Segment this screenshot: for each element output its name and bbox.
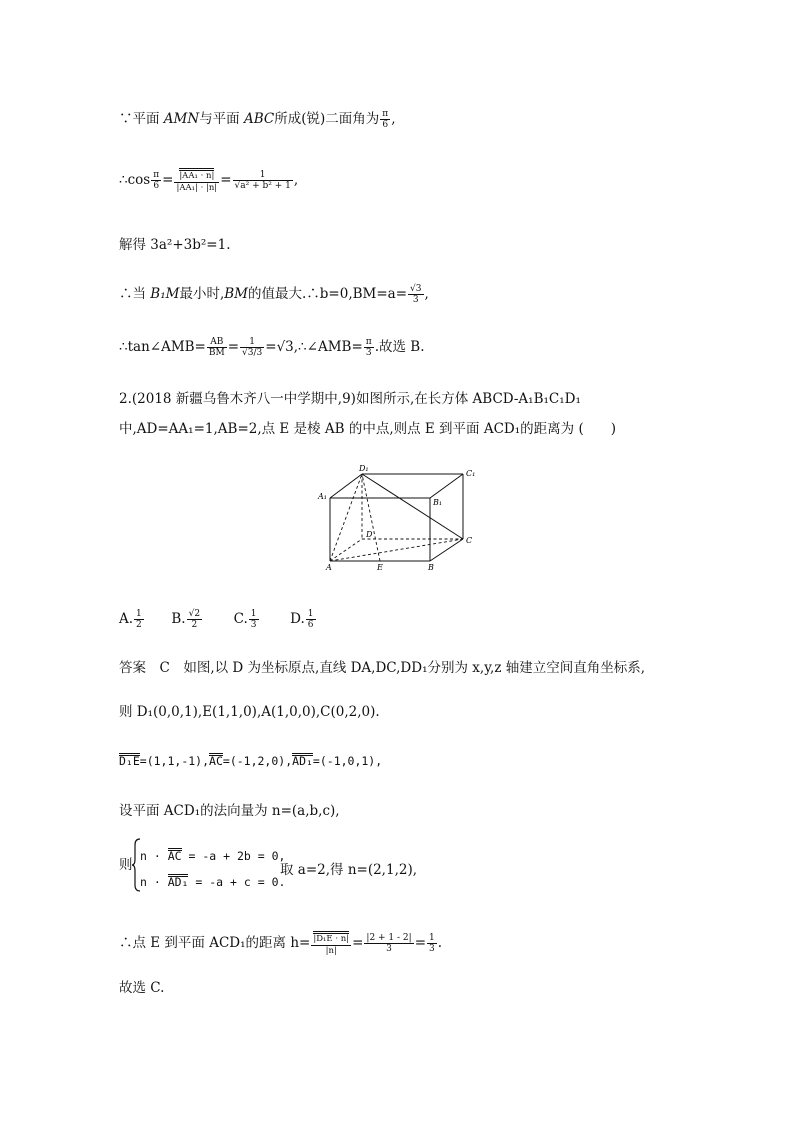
label-a: A [326, 563, 332, 572]
text-fragment: n · [140, 875, 168, 889]
text-fragment: = [352, 935, 364, 951]
vector-ac: AC [167, 849, 182, 863]
text-fragment: ∴点 E 到平面 ACD₁的距离 h= [119, 935, 311, 951]
option-d-label: D. [290, 611, 305, 627]
fraction-denominator: |n| [325, 946, 337, 956]
fraction-one-over-root [233, 170, 293, 191]
label-b: B [428, 563, 434, 572]
fraction-pi-over-3 [364, 337, 374, 358]
text-fragment: = -a + 2b = 0, [181, 849, 286, 863]
segment-name: B₁M [150, 286, 180, 302]
text-fragment: = [414, 935, 426, 951]
answer-line-setup: 答案 C 如图,以 D 为坐标原点,直线 DA,DC,DD₁分别为 x,y,z 轴建立空间直角坐标系, [119, 660, 646, 676]
text-fragment: ∴cos [119, 172, 151, 188]
fraction-numerator: AB [207, 337, 227, 348]
fraction-distance-value [364, 933, 413, 954]
fraction-numerator: π [382, 109, 389, 119]
text-fragment: ∵平面 [119, 111, 164, 127]
option-d-fraction [306, 609, 316, 630]
label-b1: B₁ [433, 498, 443, 507]
label-a1: A₁ [318, 492, 327, 501]
fraction-numerator: 1 [240, 337, 264, 348]
text-fragment: ∴当 [119, 286, 151, 302]
text-line-tangent [119, 337, 424, 358]
text-fragment: = -a + c = 0. [188, 875, 286, 889]
text-fragment: 最小时, [179, 286, 225, 302]
fraction-denominator: 6 [382, 120, 389, 130]
text-fragment: , [391, 111, 396, 127]
text-line-solve: 解得 3a²+3b²=1. [119, 237, 231, 253]
fraction-dot-over-norms [174, 168, 219, 193]
label-c1: C₁ [466, 469, 476, 478]
fraction-numerator: |2 + 1 - 2| [366, 933, 412, 943]
fraction-denominator: 3 [429, 944, 435, 954]
plane-name: AMN [163, 111, 200, 127]
fraction-root3-over-3 [408, 284, 423, 305]
vector-expression: |D₁E · n| [313, 931, 349, 945]
vector-ad1: AD₁ [167, 875, 189, 889]
fraction-denominator: 3 [386, 944, 392, 954]
system-row-2 [140, 873, 285, 891]
fraction-numerator: 1 [136, 609, 142, 619]
text-fragment: =√3,∴∠AMB= [265, 339, 363, 355]
answer-line-coordinates: 则 D₁(0,0,1),E(1,1,0),A(1,0,0),C(0,2,0). [119, 704, 380, 720]
fraction-denominator: 2 [136, 620, 142, 630]
text-fragment: n · [140, 849, 168, 863]
vector-value: =(-1,2,0), [222, 754, 293, 768]
fraction-denominator: |AA₁| · |n| [176, 183, 218, 193]
option-c-fraction [249, 609, 259, 630]
answer-options [119, 609, 317, 630]
fraction-numerator: √2 [188, 609, 201, 619]
fraction-one-over-root3-3 [240, 337, 264, 358]
cuboid-figure [312, 462, 482, 574]
fraction-denominator: √a² + b² + 1 [234, 181, 291, 191]
fraction-distance-formula [311, 931, 351, 956]
fraction-one-third [427, 933, 437, 954]
vector-value: =(1,1,-1), [139, 754, 210, 768]
fraction-numerator: 1 [429, 933, 435, 943]
label-e: E [377, 563, 383, 572]
fraction-denominator: 3 [365, 348, 372, 358]
fraction-numerator: √3 [410, 284, 422, 294]
text-fragment: = [162, 172, 174, 188]
fraction-denominator: 3 [412, 295, 419, 305]
answer-line-normal: 设平面 ACD₁的法向量为 n=(a,b,c), [119, 803, 340, 819]
answer-line-final: 故选 C. [119, 980, 165, 996]
answer-line-vectors [119, 752, 382, 770]
label-d: D [366, 530, 373, 539]
text-fragment: = [227, 339, 240, 355]
text-fragment: 与平面 [199, 111, 244, 127]
text-fragment: ∴tan∠AMB= [119, 339, 206, 355]
vector-ad1: AD₁ [292, 754, 313, 768]
fraction-denominator: 6 [307, 620, 314, 630]
fraction-numerator: 1 [233, 170, 293, 181]
fraction-numerator [174, 168, 219, 183]
text-fragment: . [437, 935, 443, 951]
text-line-bm-max [119, 284, 429, 305]
text-fragment: 的值最大.∴b=0,BM=a= [248, 286, 408, 302]
answer-line-distance [119, 931, 442, 956]
segment-ad1 [330, 474, 362, 561]
option-a-fraction [134, 609, 144, 630]
fraction-denominator: 2 [191, 620, 198, 630]
fraction-denominator: √3/3 [242, 348, 263, 358]
fraction-numerator: 1 [307, 609, 314, 619]
edge-ad-hidden [330, 539, 362, 561]
text-line-cosine-equation [119, 168, 298, 193]
text-fragment: 所成(锐)二面角为 [274, 111, 380, 127]
label-d1: D₁ [359, 464, 369, 473]
text-fragment: , [293, 172, 299, 188]
fraction-numerator: π [153, 170, 160, 180]
segment-name: BM [224, 286, 248, 302]
segment-d1c [362, 474, 463, 539]
text-fragment: .故选 B. [374, 339, 425, 355]
edge-b1c1 [430, 474, 463, 498]
text-fragment: = [220, 172, 232, 188]
vector-d1e: D₁E [119, 754, 140, 768]
fraction-pi-over-6 [151, 170, 161, 191]
option-b-label: B. [171, 611, 186, 627]
text-fragment: , [424, 286, 429, 302]
fraction-denominator: 3 [250, 620, 257, 630]
system-row-1 [140, 847, 285, 865]
option-c-label: C. [233, 611, 248, 627]
system-then: 则 [119, 857, 133, 873]
question-line-2: 中,AD=AA₁=1,AB=2,点 E 是棱 AB 的中点,则点 E 到平面 ACD₁的距离为 ( ) [119, 421, 616, 437]
question-line-1: 2.(2018 新疆乌鲁木齐八一中学期中,9)如图所示,在长方体 ABCD-A₁B₁C₁D₁ [119, 391, 581, 407]
fraction-numerator: 1 [250, 609, 257, 619]
fraction-denominator: 6 [153, 181, 160, 191]
edge-bc [430, 539, 463, 561]
fraction-pi-over-6 [380, 109, 390, 130]
fraction-numerator: π [365, 337, 372, 347]
vector-expression: |AA₁ · n| [179, 168, 214, 182]
option-a-label: A. [119, 611, 134, 627]
vector-ac: AC [209, 754, 223, 768]
label-c: C [466, 536, 473, 545]
plane-name: ABC [243, 111, 275, 127]
fraction-ab-over-bm [207, 337, 227, 358]
fraction-denominator: BM [208, 348, 225, 358]
vector-value: =(-1,0,1), [312, 754, 383, 768]
system-result: 取 a=2,得 n=(2,1,2), [280, 862, 418, 878]
segment-ed1 [362, 474, 380, 561]
segment-ac [330, 539, 463, 561]
text-line-dihedral-angle [119, 109, 396, 130]
option-b-fraction [187, 609, 202, 630]
fraction-numerator [311, 931, 351, 946]
